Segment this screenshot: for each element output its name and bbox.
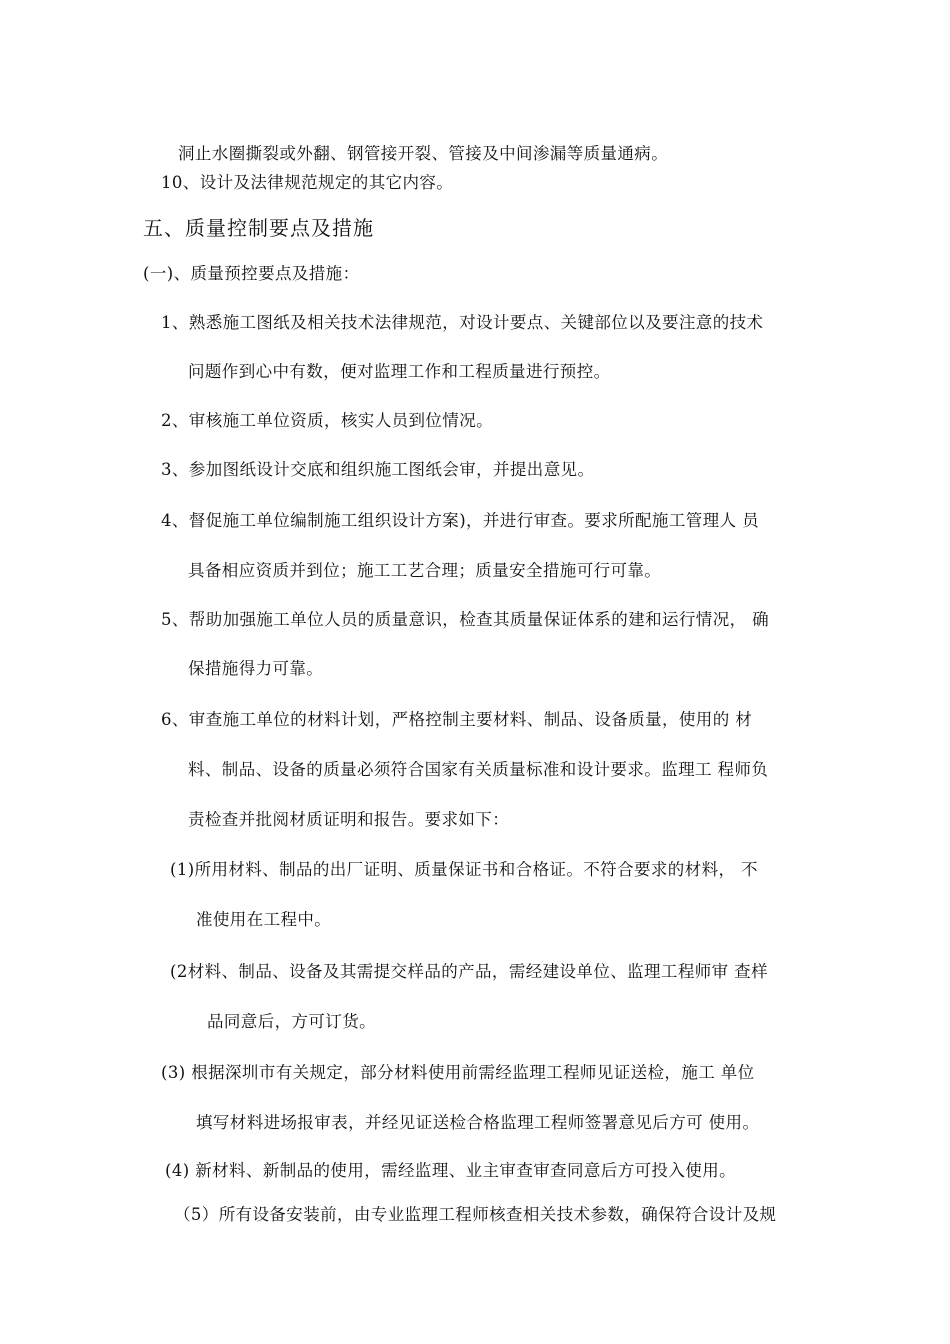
sub-list-item: (3) 根据深圳市有关规定，部分材料使用前需经监理工程师见证送检，施工 单位	[161, 1063, 755, 1082]
sub-list-item-continuation: 填写材料进场报审表，并经见证送检合格监理工程师签署意见后方可 使用。	[196, 1113, 760, 1132]
list-item-continuation: 具备相应资质并到位；施工工艺合理；质量安全措施可行可靠。	[188, 561, 662, 580]
subsection-heading: (一)、质量预控要点及措施：	[143, 264, 360, 283]
list-item: 1、熟悉施工图纸及相关技术法律规范，对设计要点、关键部位以及要注意的技术	[161, 313, 764, 332]
list-item-continuation: 责检查并批阅材质证明和报告。要求如下：	[188, 810, 510, 829]
list-item: 5、帮助加强施工单位人员的质量意识，检查其质量保证体系的建和运行情况， 确	[161, 610, 770, 629]
text-line: 10、设计及法律规范规定的其它内容。	[161, 173, 454, 192]
list-item: 6、审查施工单位的材料计划，严格控制主要材料、制品、设备质量，使用的 材	[161, 710, 753, 729]
text-line: 洞止水圈撕裂或外翻、钢管接开裂、管接及中间渗漏等质量通病。	[178, 144, 669, 163]
sub-list-item-continuation: 品同意后，方可订货。	[207, 1012, 376, 1031]
list-item: 4、督促施工单位编制施工组织设计方案)，并进行审查。要求所配施工管理人 员	[161, 511, 759, 530]
list-item-continuation: 保措施得力可靠。	[188, 659, 324, 678]
sub-list-item: (4) 新材料、新制品的使用，需经监理、业主审查审查同意后方可投入使用。	[165, 1161, 737, 1180]
sub-list-item-continuation: 准使用在工程中。	[196, 910, 332, 929]
list-item-continuation: 料、制品、设备的质量必须符合国家有关质量标准和设计要求。监理工 程师负	[188, 760, 769, 779]
list-item: 2、审核施工单位资质，核实人员到位情况。	[161, 411, 493, 430]
list-item-continuation: 问题作到心中有数，便对监理工作和工程质量进行预控。	[188, 362, 611, 381]
sub-list-item: (1)所用材料、制品的出厂证明、质量保证书和合格证。不符合要求的材料， 不	[170, 860, 758, 879]
sub-list-item: (2材料、制品、设备及其需提交样品的产品，需经建设单位、监理工程师审 查样	[170, 962, 768, 981]
sub-list-item: （5）所有设备安装前，由专业监理工程师核查相关技术参数，确保符合设计及规	[174, 1205, 777, 1224]
section-heading: 五、质量控制要点及措施	[143, 216, 374, 240]
list-item: 3、参加图纸设计交底和组织施工图纸会审，并提出意见。	[161, 460, 595, 479]
